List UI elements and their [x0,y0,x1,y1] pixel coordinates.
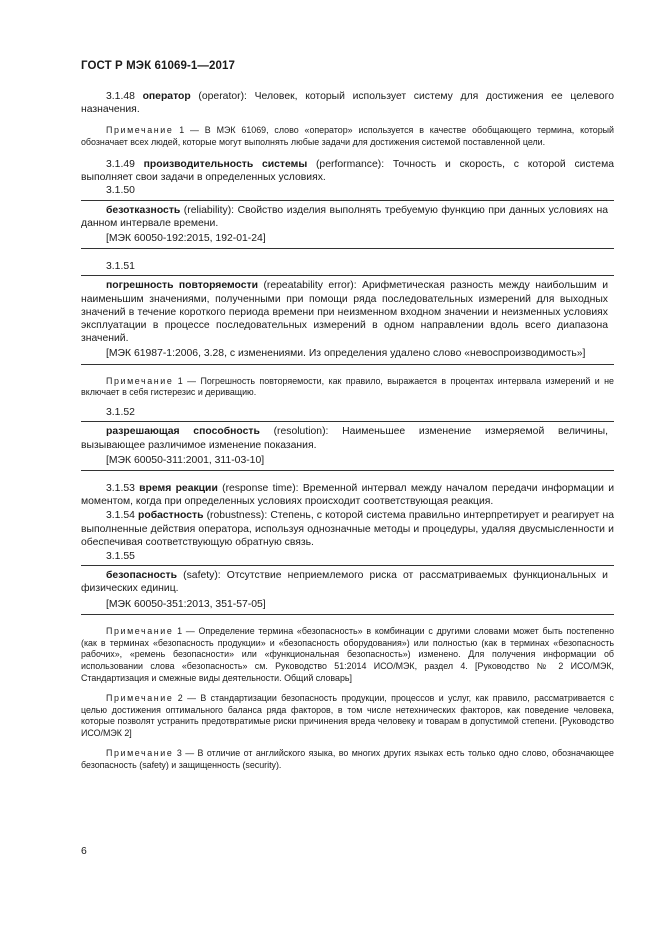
term-definition: Точность и скорость, с которой система выполняет свои задачи в определенных условиях. [81,159,615,184]
term-definition: Степень, с которой система правильно интерпретирует и реагирует на выполненные действия оператора, используя однозначные методы и процедуры, удаляя двусмысленности и обеспечивая соответствующую обратную связь. [81,510,614,548]
term-entry-robustness [81,509,614,549]
note-text: 1 — Определение термина «безопасность» в комбинации с другими словами может быть постепенно (как в терминах «безопасность продукции» и «безопасность оборудования») или полностью (как в терминах «безопасность рабочих», «ремень безопасности» или «функциональная безопасность») изменено. Для получения информации об использовании слова «безопасность» см. Руководство 51:2014 ИСО/МЭК, раздел 4. [Руководство № 2 ИСО/МЭК, Стандартизация и смежные виды деятельности. Общий словарь] [81,625,614,684]
term-name: производительность системы [143,159,308,170]
term-reference: [МЭК 60050-351:2013, 351-57-05] [106,598,266,610]
document-header: ГОСТ Р МЭК 61069-1—2017 [81,60,235,72]
term-name: безопасность [106,570,178,582]
term-reference: [МЭК 60050-192:2015, 192-01-24] [106,233,266,245]
term-english: (resolution): [259,426,343,438]
term-entry-response-time [81,482,614,508]
page-number: 6 [81,846,87,857]
term-definition: Человек, который использует систему для достижения ее целевого назначения. [81,91,614,116]
term-entry-operator [81,90,614,116]
note-label: Примечание [106,692,174,703]
term-reference: [МЭК 61987-1:2006, 3.28, с изменениями. Из определения удалено слово «невоспроизводимость»] [106,348,586,360]
note-operator [81,125,614,149]
note-label: Примечание [106,375,174,386]
term-english: (operator): [190,91,255,102]
note-label: Примечание [106,625,174,636]
term-box-repeatability [81,275,614,364]
note-label: Примечание [106,748,174,759]
note-safety-1 [81,626,614,685]
term-name: оператор [142,91,191,102]
note-text: 1 — Погрешность повторяемости, как правило, выражается в процентах интервала измерений и не включает в себя гистерезис и дериващию. [81,375,614,398]
entry-number: 3.1.48 [106,91,135,102]
term-definition: Наименьшее изменение измеряемой величины, вызывающее различимое изменение показания. [81,426,608,451]
entry-number-safety: 3.1.55 [106,551,135,563]
term-english: (safety): [177,570,227,582]
note-text: 1 — В МЭК 61069, слово «оператор» используется в качестве обобщающего термина, который обозначает всех людей, которые могут выполнять любые задачи для достижения системой поставленной цели. [81,125,614,148]
term-box-reliability [81,200,614,250]
note-text: 2 — В стандартизации безопасность продукции, процессов и услуг, как правило, рассматривается с целью достижения оптимального баланса ряда факторов, в том числе нетехнических факторов, как поведение человека, которые позволят устранить предотвратимые риски причинения вреда человеку и товарам в допустимой степени. [Руководство ИСО/МЭК 2] [81,692,614,739]
entry-number-repeatability: 3.1.51 [106,261,135,273]
note-safety-2 [81,693,614,740]
term-entry-performance [81,158,614,184]
entry-number: 3.1.53 [106,483,135,495]
term-reference: [МЭК 60050-311:2001, 311-03-10] [106,454,265,466]
term-definition: Отсутствие неприемлемого риска от рассматриваемых функциональных и физических единиц. [81,570,608,595]
note-label: Примечание [106,125,174,136]
note-safety-3 [81,748,614,772]
entry-number: 3.1.49 [106,159,135,170]
term-name: разрешающая способность [106,426,260,438]
note-repeatability [81,376,614,400]
term-english: (repeatability error): [258,280,363,292]
term-english: (response time): [217,483,303,495]
term-entry-reliability [81,204,614,230]
page-content [81,90,614,772]
term-name: безотказность [106,204,181,216]
term-english: (robustness): [203,510,271,522]
term-name: время реакции [139,483,218,495]
entry-number-resolution: 3.1.52 [106,407,135,419]
note-text: 3 — В отличие от английского языка, во многих других языках есть только одно слово, обозначающее безопасность (safety) и защищенность (security). [81,748,614,770]
term-entry-safety [81,569,614,595]
term-name: погрешность повторяемости [106,280,259,292]
term-definition: Арифметическая разность между наибольшим и наименьшим значениями, полученными при помощи ряда последовательных измерений для выходных значений в течение короткого периода времени при неизменном входном значении и неизменных условиях эксплуатации в процессе последовательных измерений в одном направлении вдоль всего диапазона значений. [81,280,609,345]
term-definition: Временной интервал между началом передачи информации и моментом, когда при определенных условиях происходит соответствующая реакция. [81,483,615,508]
term-box-resolution [81,421,614,471]
entry-number: 3.1.54 [106,510,135,522]
term-entry-resolution [81,425,614,451]
term-english: (reliability): [180,204,238,216]
term-english: (performance): [307,159,393,170]
term-definition: Свойство изделия выполнять требуемую функцию при данных условиях на данном интервале времени. [81,204,608,229]
entry-number-reliability: 3.1.50 [106,185,135,197]
term-box-safety [81,565,614,615]
term-entry-repeatability [81,279,614,345]
term-name: робастность [138,510,204,522]
